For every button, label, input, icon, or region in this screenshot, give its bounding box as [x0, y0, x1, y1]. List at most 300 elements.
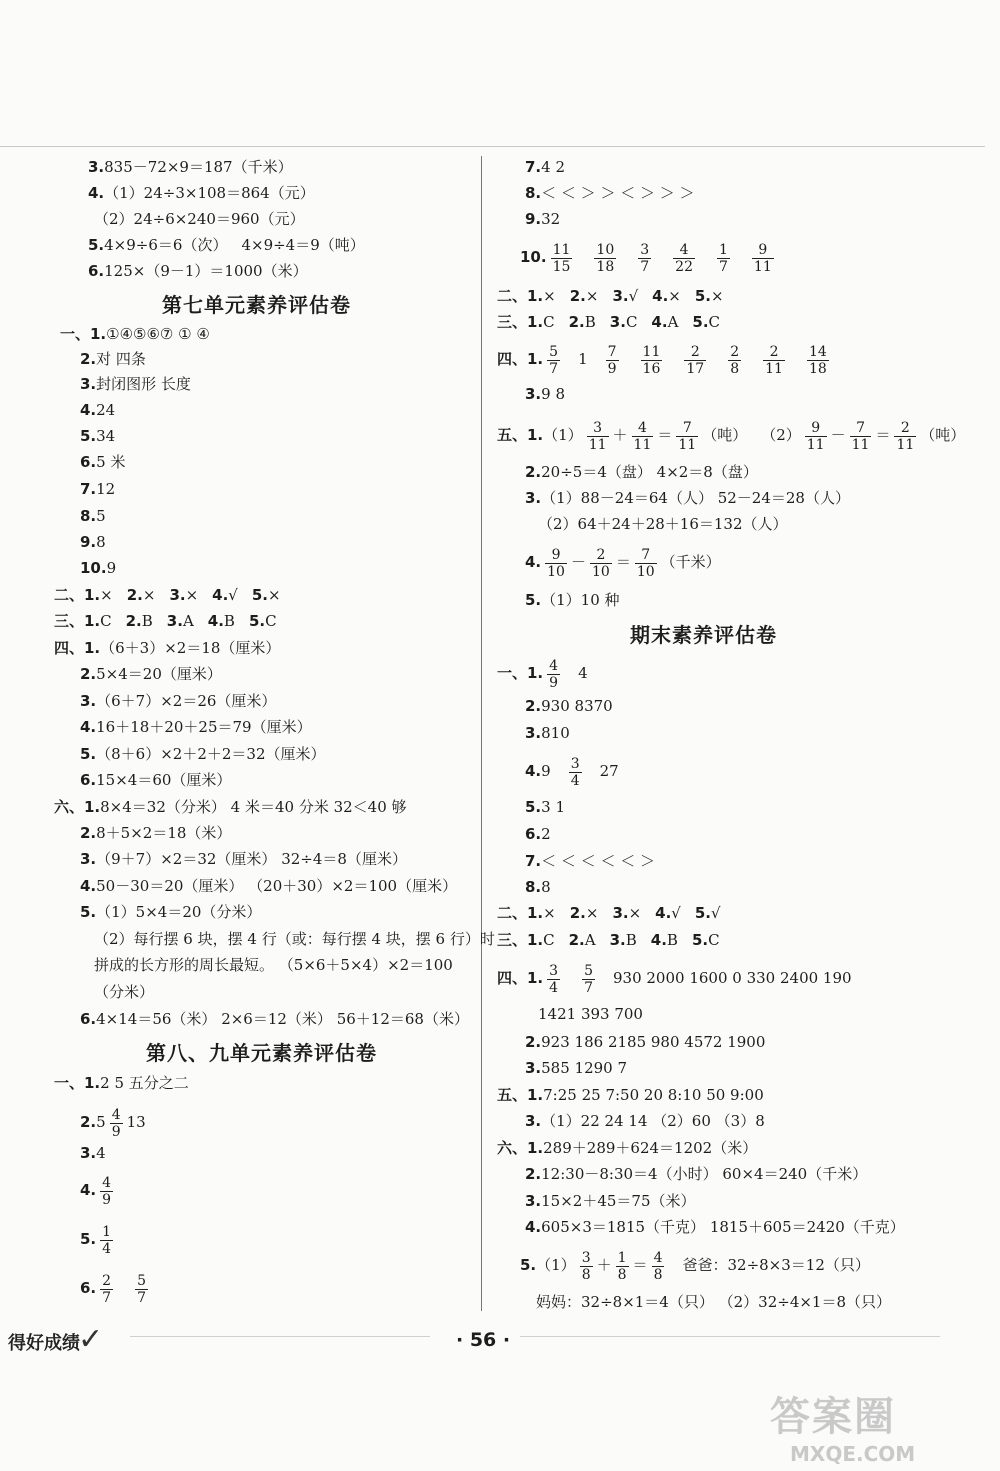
item-number: 5. [80, 903, 97, 921]
denominator: 18 [808, 360, 827, 377]
numerator: 3 [581, 1249, 591, 1266]
answer-line [525, 877, 551, 899]
answer-mark: B [625, 931, 637, 949]
watermark-url: MXQE.COM [790, 1442, 916, 1466]
answer-text: 拼成的长方形的周长最短。 （5×6＋5×4）×2＝100 [94, 956, 453, 974]
denominator: 11 [765, 360, 783, 377]
denominator: 9 [549, 674, 559, 691]
answer-text: 7:25 25 7:50 20 8:10 50 9:00 [543, 1086, 764, 1104]
denominator: 7 [584, 979, 593, 996]
fraction [641, 344, 663, 377]
answer-text: 4 2 [541, 158, 565, 176]
answer-line [60, 324, 210, 346]
item-number: 2. [569, 904, 586, 922]
operator: － [830, 426, 846, 444]
top-rule [0, 146, 985, 147]
answer-text: 27 [599, 762, 619, 780]
item-number: 2. [80, 665, 97, 683]
answer-text: 15×4＝60（厘米） [96, 771, 232, 789]
answer-line [80, 744, 326, 766]
item-number: 六、1. [54, 798, 101, 816]
item-number: 3. [80, 375, 97, 393]
numerator: 1 [617, 1249, 627, 1266]
fraction [551, 242, 573, 275]
item-number: 5. [88, 236, 105, 254]
answer-line [525, 824, 551, 846]
answer-line [80, 1170, 117, 1210]
answer-line [525, 209, 560, 231]
item-number: 2. [568, 931, 585, 949]
item-number: 4. [525, 553, 542, 571]
fraction [717, 242, 730, 275]
numerator: 10 [596, 241, 615, 258]
answer-mark: C [265, 612, 277, 630]
numerator: 4 [111, 1106, 121, 1123]
item-number: 5. [80, 427, 97, 445]
answer-mark: A [667, 313, 679, 331]
watermark [770, 1385, 915, 1466]
answer-line [525, 590, 620, 612]
item-number: 5. [525, 798, 542, 816]
answer-mark: A [182, 612, 194, 630]
answer-text: 5×4＝20（厘米） [96, 665, 222, 683]
denominator: 4 [570, 772, 580, 789]
fraction [135, 1273, 148, 1306]
answer-text: 9 [106, 559, 117, 577]
numerator: 2 [769, 343, 779, 360]
item-number: 8. [80, 507, 97, 525]
answer-text: （1） [536, 1256, 576, 1274]
answer-line [80, 479, 115, 501]
answer-text: 对 四条 [96, 350, 146, 368]
answer-line [80, 823, 231, 845]
answer-mark: × [100, 586, 113, 604]
item-number: 7. [525, 158, 542, 176]
answer-text: （2）64＋24＋28＋16＝132（人） [538, 515, 788, 533]
item-number: 3. [525, 1112, 542, 1130]
denominator: 10 [636, 563, 655, 580]
numerator: 11 [552, 241, 571, 258]
item-number: 5. [692, 313, 709, 331]
answer-text: 12:30－8:30＝4（小时） 60×4＝240（千米） [541, 1165, 868, 1183]
answer-mark: C [708, 931, 720, 949]
item-number: 4. [207, 612, 224, 630]
numerator: 3 [570, 755, 580, 772]
answer-text: （2） [761, 426, 801, 444]
denominator: 11 [633, 436, 652, 453]
unit-text: （吨） [702, 426, 748, 444]
answer-mark: C [708, 313, 721, 331]
denominator: 4 [102, 1240, 112, 1257]
answer-text: 125×（9－1）＝1000（米） [104, 262, 308, 280]
item-number: 6. [80, 453, 97, 471]
item-number: 2. [525, 697, 542, 715]
answer-line [525, 750, 619, 792]
fraction [632, 420, 654, 453]
answer-text: 923 186 2185 980 4572 1900 [541, 1033, 766, 1051]
answer-text: （2）每行摆 6 块，摆 4 行（或：每行摆 4 块，摆 6 行）时 [94, 930, 495, 948]
answer-line [80, 691, 276, 713]
answer-line [525, 1164, 867, 1186]
fraction-list [602, 343, 833, 377]
answer-text: 9 [541, 762, 551, 780]
answer-line [54, 638, 280, 660]
answer-text: 8 [96, 533, 106, 551]
answer-line [525, 1217, 905, 1239]
answer-text: 2 [541, 825, 551, 843]
answer-text: （1）5×4＝20（分米） [96, 903, 262, 921]
answer-text: 4×9÷6＝6（次） [104, 236, 228, 254]
answer-line [497, 652, 588, 694]
answer-text: 930 2000 1600 0 330 2400 190 [612, 969, 852, 987]
item-number: 二、1. [497, 904, 544, 922]
item-number: 5. [694, 287, 711, 305]
numerator: 11 [642, 343, 661, 360]
denominator: 7 [102, 1289, 112, 1306]
section-title: 第七单元素养评估卷 [162, 293, 351, 317]
denominator: 18 [596, 258, 615, 275]
watermark-logo: 答案圈 [770, 1394, 896, 1440]
denominator: 8 [581, 1266, 591, 1283]
answer-mark: B [584, 313, 596, 331]
item-number: 7. [525, 852, 542, 870]
answer-line [497, 286, 724, 308]
item-number: 5. [694, 904, 711, 922]
item-number: 四、1. [497, 350, 544, 368]
answer-line [538, 1004, 643, 1026]
item-number: 四、1. [497, 969, 544, 987]
numerator: 3 [549, 962, 559, 979]
denominator: 11 [851, 436, 870, 453]
item-number: 4. [88, 184, 105, 202]
unit-text: （千米） [660, 553, 721, 571]
answer-mark: B [141, 612, 153, 630]
numerator: 3 [593, 419, 603, 436]
operator: ＝ [657, 426, 673, 444]
answer-mark: × [585, 904, 599, 922]
answer-line [80, 1102, 146, 1142]
fraction [110, 1107, 123, 1140]
fraction [547, 344, 560, 377]
item-number: 五、1. [497, 426, 544, 444]
operator: － [570, 553, 586, 571]
answer-mark: C [100, 612, 112, 630]
item-number: 2. [80, 824, 97, 842]
answer-line [54, 1073, 189, 1095]
answer-line [497, 312, 720, 334]
item-number: 5. [691, 931, 709, 949]
fraction [616, 1250, 629, 1283]
answer-text: 2 5 五分之二 [100, 1074, 189, 1092]
footer-rule [130, 1336, 430, 1337]
item-number: 4. [652, 287, 669, 305]
denominator: 7 [640, 258, 650, 275]
answer-line [54, 585, 281, 607]
answer-text: （6＋3）×2＝18（厘米） [100, 639, 281, 657]
denominator: 11 [588, 436, 607, 453]
item-number: 2. [568, 313, 585, 331]
answer-text: （1）10 种 [541, 591, 620, 609]
operator: ＝ [632, 1256, 648, 1274]
answer-line [88, 183, 315, 205]
operator: ＝ [615, 553, 631, 571]
answer-line [520, 236, 778, 278]
item-number: 3. [525, 1059, 542, 1077]
numerator: 4 [653, 1249, 663, 1266]
answer-mark: × [142, 586, 156, 604]
item-number: 7. [80, 480, 97, 498]
answer-line [80, 902, 261, 924]
answer-line [520, 1244, 870, 1286]
answer-line [525, 851, 655, 873]
numerator: 7 [607, 343, 617, 360]
item-number: 4. [655, 904, 672, 922]
fraction [100, 1273, 113, 1306]
item-number: 5. [520, 1256, 537, 1274]
item-number: 2. [525, 1165, 542, 1183]
fraction [569, 756, 582, 789]
item-number: 2. [125, 612, 142, 630]
section-title: 期末素养评估卷 [630, 623, 777, 647]
fraction [606, 344, 619, 377]
answer-line [80, 374, 191, 396]
item-number: 2. [525, 463, 542, 481]
answer-mark: C [625, 313, 638, 331]
item-number: 6. [525, 825, 542, 843]
denominator: 7 [137, 1289, 146, 1306]
answer-text: 930 8370 [541, 697, 613, 715]
numerator: 4 [679, 241, 689, 258]
fraction [587, 420, 609, 453]
answer-line [80, 770, 231, 792]
numerator: 14 [808, 343, 827, 360]
fraction [673, 242, 695, 275]
answer-text: ＜ ＜ ＜ ＜ ＜ ＞ [541, 852, 655, 870]
answer-text: 289＋289＋624＝1202（米） [543, 1139, 758, 1157]
answer-line [525, 384, 565, 406]
item-number: 二、1. [54, 586, 101, 604]
answer-mark: × [628, 904, 642, 922]
numerator: 2 [102, 1272, 112, 1289]
denominator: 16 [642, 360, 661, 377]
item-number: 3. [80, 692, 97, 710]
answer-text: 12 [96, 480, 116, 498]
denominator: 10 [547, 563, 565, 580]
answer-text: 34 [96, 427, 116, 445]
item-number: 9. [80, 533, 97, 551]
answer-line [525, 541, 721, 583]
answer-mark: × [268, 586, 281, 604]
answer-text: 4×14＝56（米） 2×6＝12（米） 56＋12＝68（米） [96, 1010, 469, 1028]
numerator: 4 [637, 419, 647, 436]
answer-line [536, 1292, 891, 1314]
fraction [635, 547, 657, 580]
answer-line [80, 1009, 469, 1031]
brand-logo [8, 1322, 103, 1357]
denominator: 15 [552, 258, 571, 275]
answer-text: 1421 393 700 [538, 1005, 643, 1023]
fraction [805, 420, 827, 453]
item-number: 9. [525, 210, 542, 228]
item-number: 3. [525, 724, 542, 742]
item-number: 3. [612, 904, 629, 922]
answer-line [525, 696, 613, 718]
item-number: 3. [169, 586, 186, 604]
item-number: 2. [525, 1033, 542, 1051]
answer-line [497, 903, 721, 925]
answer-text: 8＋5×2＝18（米） [96, 824, 232, 842]
operator: ＋ [612, 426, 628, 444]
answer-line [525, 1058, 627, 1080]
answer-line [525, 183, 695, 205]
denominator: 7 [549, 360, 559, 377]
item-number: 一、1. [54, 1074, 101, 1092]
answer-line [497, 1138, 757, 1160]
answer-line [80, 664, 222, 686]
answer-line [497, 930, 720, 952]
item-number: 三、1. [497, 313, 544, 331]
answer-mark: B [223, 612, 235, 630]
numerator: 9 [551, 546, 561, 563]
answer-line [80, 452, 125, 474]
fraction [547, 963, 560, 996]
answer-text: 4 [578, 664, 588, 682]
denominator: 11 [678, 436, 697, 453]
denominator: 17 [686, 360, 705, 377]
fraction [894, 420, 916, 453]
item-number: 三、1. [497, 931, 544, 949]
answer-line [525, 1191, 696, 1213]
answer-text: （6＋7）×2＝26（厘米） [96, 692, 277, 710]
answer-mark: √ [711, 904, 721, 922]
item-number: 10. [520, 248, 547, 266]
answer-text: （2）24÷6×240＝960（元） [94, 210, 305, 228]
answer-line [497, 338, 833, 380]
answer-text: 605×3＝1815（千克） 1815＋605＝2420（千克） [541, 1218, 905, 1236]
numerator: 1 [718, 241, 728, 258]
item-number: 6. [80, 771, 97, 789]
denominator: 11 [896, 436, 915, 453]
answer-text: 5 米 [96, 453, 126, 471]
operator: ＋ [596, 1256, 612, 1274]
answer-text: 9 8 [541, 385, 565, 403]
numerator: 2 [596, 546, 606, 563]
answer-text: 32 [541, 210, 561, 228]
item-number: 6. [80, 1010, 97, 1028]
fraction [807, 344, 829, 377]
answer-line [525, 157, 565, 179]
numerator: 7 [856, 419, 865, 436]
numerator: 3 [640, 241, 650, 258]
answer-line [525, 1032, 765, 1054]
answer-mark: B [666, 931, 678, 949]
answer-line [80, 1143, 106, 1165]
item-number: 3. [609, 931, 626, 949]
denominator: 11 [753, 258, 772, 275]
answer-text: 5 [96, 1113, 106, 1131]
answer-line [497, 1085, 764, 1107]
denominator: 10 [591, 563, 610, 580]
answer-line [80, 426, 115, 448]
fraction [684, 344, 706, 377]
unit-text: （吨） [920, 426, 966, 444]
numerator: 4 [102, 1174, 112, 1191]
numerator: 9 [811, 419, 821, 436]
item-number: 5. [251, 586, 268, 604]
answer-text: 8×4＝32（分米） 4 米＝40 分米 32＜40 够 [100, 798, 407, 816]
answer-text: 15×2＋45＝75（米） [541, 1192, 696, 1210]
answer-text: 16＋18＋20＋25＝79（厘米） [96, 718, 312, 736]
answer-text: 1 [578, 350, 588, 368]
fraction [676, 420, 698, 453]
numerator: 5 [584, 962, 593, 979]
answer-line [80, 400, 115, 422]
answer-line [94, 982, 154, 1004]
answer-text: 50－30＝20（厘米） （20＋30）×2＝100（厘米） [96, 877, 458, 895]
answer-line [497, 414, 965, 456]
numerator: 1 [102, 1223, 112, 1240]
answer-line [94, 209, 305, 231]
item-number: 4. [525, 1218, 542, 1236]
fraction [752, 242, 774, 275]
denominator: 9 [607, 360, 617, 377]
denominator: 7 [718, 258, 728, 275]
answer-mark: × [543, 287, 556, 305]
answer-line [54, 611, 277, 633]
numerator: 4 [549, 657, 559, 674]
answer-line [80, 532, 106, 554]
answer-text: 4 [96, 1144, 106, 1162]
denominator: 9 [102, 1191, 112, 1208]
answer-line [80, 876, 457, 898]
answer-line [54, 797, 407, 819]
item-number: 四、1. [54, 639, 101, 657]
answer-text: 8 [541, 878, 551, 896]
answer-text: 封闭图形 长度 [96, 375, 191, 393]
answer-text: 13 [126, 1113, 146, 1131]
answer-line [80, 349, 146, 371]
item-number: 2. [80, 350, 97, 368]
page-number: · 56 · [456, 1329, 511, 1351]
item-number: 10. [80, 559, 107, 577]
item-number: 一、1. [60, 325, 107, 343]
answer-text: 835－72×9＝187（千米） [104, 158, 293, 176]
item-number: 5. [525, 591, 542, 609]
item-number: 3. [612, 287, 629, 305]
answer-line [94, 955, 453, 977]
answer-text: 3 1 [541, 798, 565, 816]
answer-text: （8＋6）×2＋2＋2＝32（厘米） [96, 745, 326, 763]
item-number: 6. [88, 262, 105, 280]
answer-text: 4×9÷4＝9（吨） [241, 236, 365, 254]
answer-text: ＜ ＜ ＞ ＞ ＜ ＞ ＞ ＞ [541, 184, 695, 202]
answer-line [525, 1111, 765, 1133]
column-divider [481, 156, 482, 1311]
numerator: 7 [682, 419, 692, 436]
answer-text: （9＋7）×2＝32（厘米） 32÷4＝8（厘米） [96, 850, 407, 868]
answer-mark: × [711, 287, 724, 305]
item-number: 5. [248, 612, 266, 630]
item-number: 六、1. [497, 1139, 544, 1157]
fraction-list [547, 241, 778, 275]
item-number: 2. [126, 586, 143, 604]
numerator: 9 [758, 241, 768, 258]
item-number: 4. [80, 401, 97, 419]
item-number: 3. [609, 313, 626, 331]
answer-text: ①④⑤⑥⑦ ① ④ [106, 325, 210, 343]
answer-text: 妈妈：32÷8×1＝4（只） （2）32÷4×1＝8（只） [536, 1293, 892, 1311]
operator: ＝ [875, 426, 891, 444]
